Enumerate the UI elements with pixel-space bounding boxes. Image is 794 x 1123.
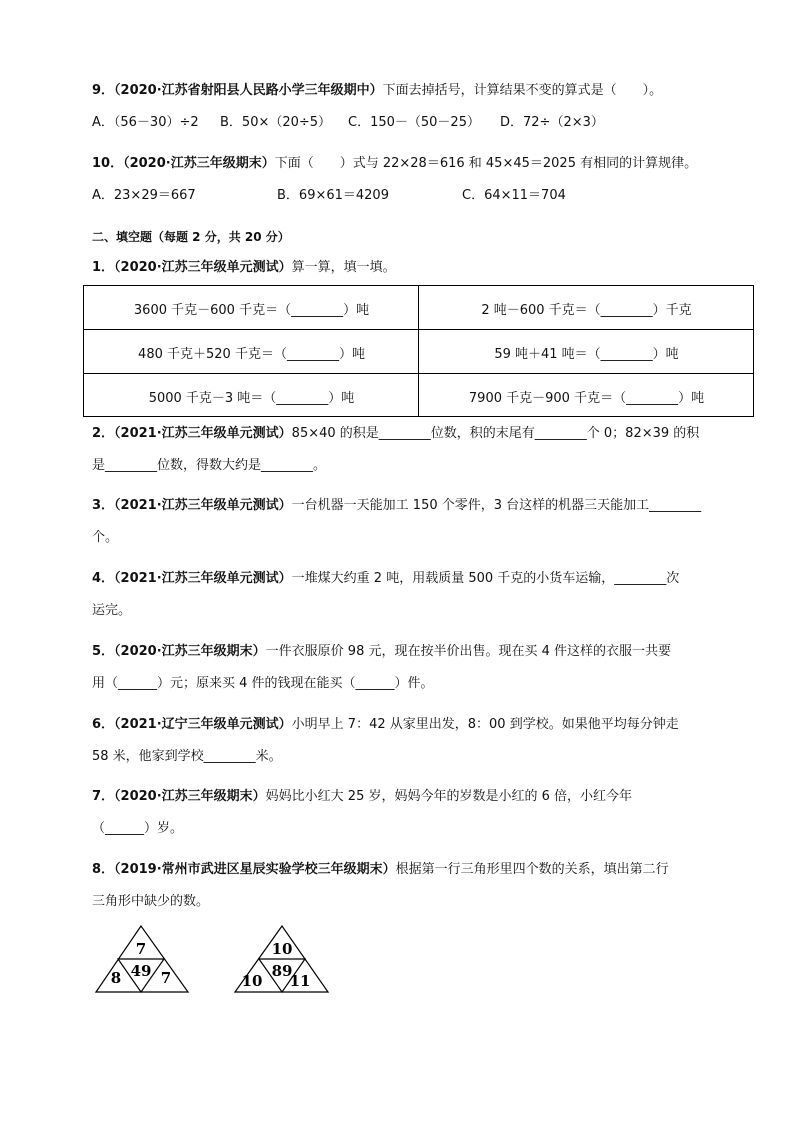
table-cell: 5000 千克－3 吨＝（________）吨 [148,390,355,406]
triangle-left-number: 8 [110,969,122,987]
triangle-top-number: 7 [135,940,147,958]
fill-6-line1 [92,717,679,733]
question-9-stem [92,83,662,99]
fill-6-line2: 58 米，他家到学校________米。 [92,749,282,764]
question-text: 妈妈比小红大 25 岁，妈妈今年的岁数是小红的 6 倍，小红今年 [265,789,633,804]
question-number: 1． [92,260,115,275]
table-cell: 3600 千克－600 千克＝（________）吨 [133,302,370,318]
question-text: 85×40 的积是________位数，积的末尾有________个 0；82×39 的积 [291,426,700,441]
question-10-stem [92,156,697,172]
fill-3-line2: 个。 [92,530,119,545]
triangle-right-number: 7 [160,969,172,987]
question-source: （2021·江苏三年级单元测试） [114,571,292,586]
question-source: （2021·江苏三年级单元测试） [114,426,292,441]
question-number: 7． [92,789,115,804]
fill-3-line1 [92,498,701,514]
triangle-right-number: 11 [289,972,311,990]
fill-8-line1 [92,862,669,878]
table-cell: 59 吨＋41 吨＝（________）吨 [494,346,679,362]
fill-4-line1 [92,571,679,587]
table-cell: 2 吨－600 千克＝（________）千克 [481,302,692,318]
question-number: 6． [92,717,115,732]
question-source: （2019·常州市武进区星辰实验学校三年级期末） [114,862,396,877]
fill-2-line1 [92,426,699,442]
triangle-center-number: 49 [130,962,152,980]
fill-4-line2: 运完。 [92,603,132,618]
question-number: 10． [92,156,124,171]
question-10-options [92,188,566,204]
fill-1-stem [92,260,396,276]
question-number: 3． [92,498,115,513]
table-cell: 7900 千克－900 千克＝（________）吨 [468,390,705,406]
question-source: （2020·江苏三年级单元测试） [114,260,292,275]
number-triangle-2 [232,924,332,996]
fill-8-line2: 三角形中缺少的数。 [92,894,210,909]
question-number: 4． [92,571,115,586]
option-d: D．72÷（2×3） [500,115,604,130]
fill-5-line2: 用（______）元；原来买 4 件的钱现在能买（______）件。 [92,676,434,691]
option-b: B．50×（20÷5） [220,115,332,130]
question-number: 9． [92,83,115,98]
triangle-left-number: 10 [241,972,263,990]
question-text: 一台机器一天能加工 150 个零件，3 台这样的机器三天能加工________ [291,498,702,513]
question-source: （2021·江苏三年级单元测试） [114,498,292,513]
conversion-table [83,285,754,417]
question-text: 算一算，填一填。 [291,260,396,275]
fill-7-line2: （______）岁。 [92,821,184,836]
section-title: 二、填空题（每题 2 分，共 20 分） [92,230,290,244]
option-c: C．64×11＝704 [462,188,566,203]
question-source: （2020·江苏省射阳县人民路小学三年级期中） [114,83,383,98]
question-text: 根据第一行三角形里四个数的关系，填出第二行 [395,862,669,877]
fill-2-line2: 是________位数，得数大约是________。 [92,458,327,473]
question-number: 2． [92,426,115,441]
triangle-center-number: 89 [271,962,293,980]
option-c: C．150－（50－25） [348,115,480,130]
fill-5-line1 [92,644,671,660]
question-text: 下面（ ）式与 22×28＝616 和 45×45＝2025 有相同的计算规律。 [274,156,698,171]
question-number: 8． [92,862,115,877]
question-text: 一堆煤大约重 2 吨，用载质量 500 千克的小货车运输，________次 [291,571,680,586]
triangle-top-number: 10 [271,940,293,958]
table-cell: 480 千克＋520 千克＝（________）吨 [138,346,365,362]
question-source: （2021·辽宁三年级单元测试） [114,717,292,732]
option-a: A．（56－30）÷2 [92,115,199,130]
number-triangle-1 [94,924,194,996]
option-a: A．23×29＝667 [92,188,196,203]
fill-7-line1 [92,789,632,805]
question-text: 小明早上 7：42 从家里出发，8：00 到学校。如果他平均每分钟走 [291,717,679,732]
question-text: 下面去掉括号，计算结果不变的算式是（ ）。 [382,83,663,98]
question-source: （2020·江苏三年级期末） [123,156,275,171]
question-number: 5． [92,644,115,659]
question-9-options [92,115,604,131]
option-b: B．69×61＝4209 [277,188,389,203]
question-source: （2020·江苏三年级期末） [114,789,266,804]
question-source: （2020·江苏三年级期末） [114,644,266,659]
question-text: 一件衣服原价 98 元，现在按半价出售。现在买 4 件这样的衣服一共要 [265,644,672,659]
